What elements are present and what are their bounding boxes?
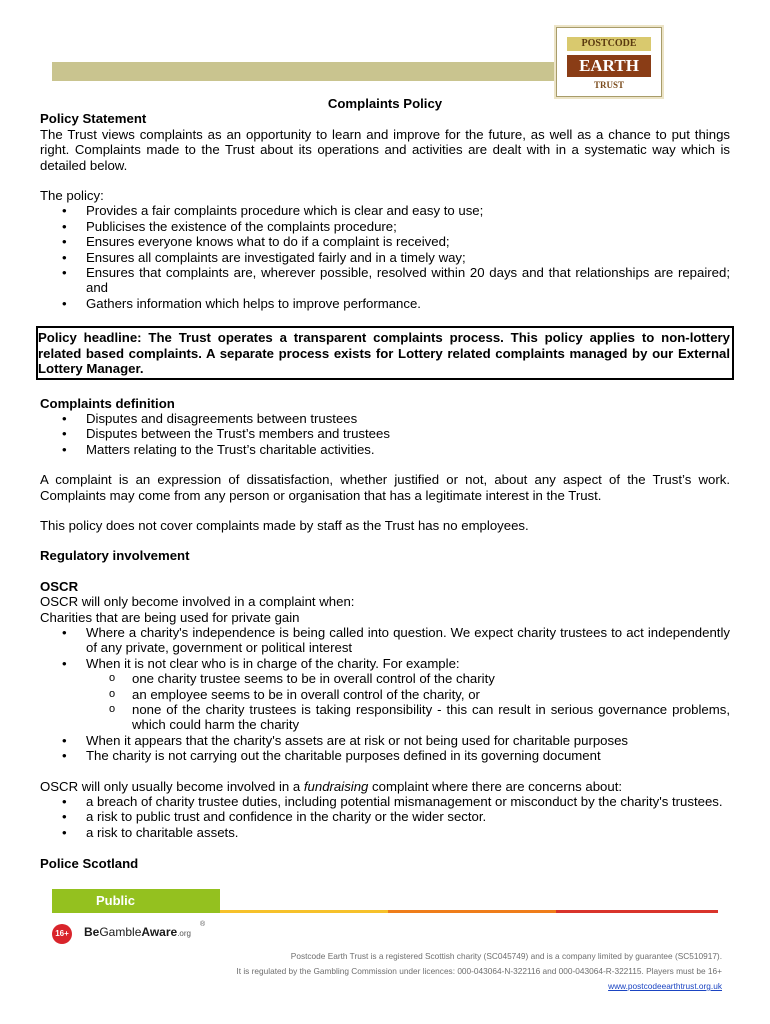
logo-line-earth: EARTH bbox=[567, 55, 651, 77]
postcode-earth-trust-logo bbox=[556, 27, 662, 97]
regulatory-heading: Regulatory involvement bbox=[40, 548, 190, 564]
policy-headline-box: Policy headline: The Trust operates a transparent complaints process. This policy applies to non-lottery related based complaints. A separate process exists for Lottery related complaints managed by our External Lottery Manager. bbox=[36, 326, 734, 379]
list-item: • Disputes and disagreements between trustees bbox=[40, 411, 730, 426]
complaints-definition-heading: Complaints definition bbox=[40, 395, 175, 411]
not-cover-text: This policy does not cover complaints made by staff as the Trust has no employees. bbox=[40, 517, 529, 533]
policy-list bbox=[40, 203, 730, 311]
fundraising-emphasis: fundraising bbox=[303, 778, 369, 794]
oscr-heading: OSCR bbox=[40, 578, 79, 594]
oscr-list bbox=[40, 625, 730, 671]
bga-gamble: Gamble bbox=[99, 925, 142, 939]
oscr-line-1: OSCR will only become involved in a complaint when: bbox=[40, 594, 355, 610]
list-item: • Provides a fair complaints procedure which is clear and easy to use; bbox=[40, 203, 730, 218]
stripe-orange bbox=[388, 910, 556, 913]
footer-line-1: Postcode Earth Trust is a registered Scottish charity (SC045749) and is a company limited by guarantee (SC510917). bbox=[290, 951, 722, 961]
policy-intro: The policy: bbox=[40, 188, 104, 204]
definition-list bbox=[40, 411, 730, 457]
complaint-expression-text: A complaint is an expression of dissatisfaction, whether justified or not, about any aspect of the Trust’s work. Complaints may come from any person or organisation that has a legitimate interest in the Trust. bbox=[40, 472, 730, 503]
bga-aware: Aware bbox=[141, 925, 178, 939]
footer-text bbox=[236, 949, 722, 994]
bga-registered-mark: ® bbox=[200, 921, 206, 928]
oscr-sublist bbox=[40, 671, 730, 733]
list-item: • Ensures all complaints are investigated fairly and in a timely way; bbox=[40, 250, 730, 265]
list-item: • Gathers information which helps to improve performance. bbox=[40, 296, 730, 311]
list-item: • Disputes between the Trust’s members and trustees bbox=[40, 426, 730, 441]
list-item: • When it appears that the charity's assets are at risk or not being used for charitable purposes bbox=[40, 733, 730, 748]
document-title: Complaints Policy bbox=[327, 96, 443, 111]
list-item: • Where a charity's independence is being called into question. We expect charity trustees to act independently of any private, government or political interest bbox=[40, 625, 730, 656]
list-item: • a risk to public trust and confidence in the charity or the wider sector. bbox=[40, 809, 730, 824]
fundraising-pre: OSCR will only usually become involved in a bbox=[40, 778, 304, 794]
stripe-yellow bbox=[220, 910, 388, 913]
logo-line-trust: TRUST bbox=[593, 80, 624, 90]
list-item-text: When it is not clear who is in charge of the charity. For example: bbox=[86, 655, 460, 671]
public-label: Public bbox=[96, 893, 136, 908]
list-item: • a breach of charity trustee duties, including potential mismanagement or misconduct by the charity's trustees. bbox=[40, 794, 730, 809]
footer-line-2: It is regulated by the Gambling Commission under licences: 000-043064-N-322116 and 000-043064-R-322115. Players must be 16+ bbox=[236, 966, 722, 976]
fundraising-intro bbox=[40, 779, 730, 794]
policy-statement-heading: Policy Statement bbox=[40, 111, 147, 127]
sublist-item: o none of the charity trustees is taking responsibility - this can result in serious governance problems, which could harm the charity bbox=[40, 702, 730, 733]
fundraising-post: complaint where there are concerns about: bbox=[368, 778, 623, 794]
age-restriction-badge: 16+ bbox=[52, 924, 72, 944]
stripe-red bbox=[556, 910, 718, 913]
police-scotland-heading: Police Scotland bbox=[40, 856, 139, 872]
list-item: • Publicises the existence of the complaints procedure; bbox=[40, 219, 730, 234]
sublist-item: o an employee seems to be in overall control of the charity, or bbox=[40, 687, 730, 702]
website-link[interactable]: www.postcodeearthtrust.org.uk bbox=[608, 981, 722, 991]
header-band bbox=[52, 62, 562, 81]
bga-org: .org bbox=[177, 929, 191, 938]
fundraising-list bbox=[40, 794, 730, 840]
policy-statement-text: The Trust views complaints as an opportunity to learn and improve for the future, as well as a chance to put things right. Complaints made to the Trust about its operations and activities are dealt with in a systematic way which is detailed below. bbox=[40, 126, 730, 173]
list-item: • Ensures that complaints are, wherever possible, resolved within 20 days and that relationships are repaired; and bbox=[40, 265, 730, 296]
document-body bbox=[40, 96, 730, 872]
logo-line-postcode: POSTCODE bbox=[567, 37, 651, 51]
begambleaware-logo[interactable] bbox=[84, 921, 206, 939]
list-item: • The charity is not carrying out the charitable purposes defined in its governing document bbox=[40, 748, 730, 763]
bga-be: Be bbox=[84, 925, 100, 939]
list-item bbox=[40, 656, 730, 671]
sublist-item: o one charity trustee seems to be in overall control of the charity bbox=[40, 671, 730, 686]
list-item: • a risk to charitable assets. bbox=[40, 825, 730, 840]
list-item: • Ensures everyone knows what to do if a complaint is received; bbox=[40, 234, 730, 249]
oscr-list-cont bbox=[40, 733, 730, 764]
list-item: • Matters relating to the Trust’s charitable activities. bbox=[40, 442, 730, 457]
public-classification-bar bbox=[52, 889, 220, 913]
oscr-line-2: Charities that are being used for private gain bbox=[40, 609, 300, 625]
